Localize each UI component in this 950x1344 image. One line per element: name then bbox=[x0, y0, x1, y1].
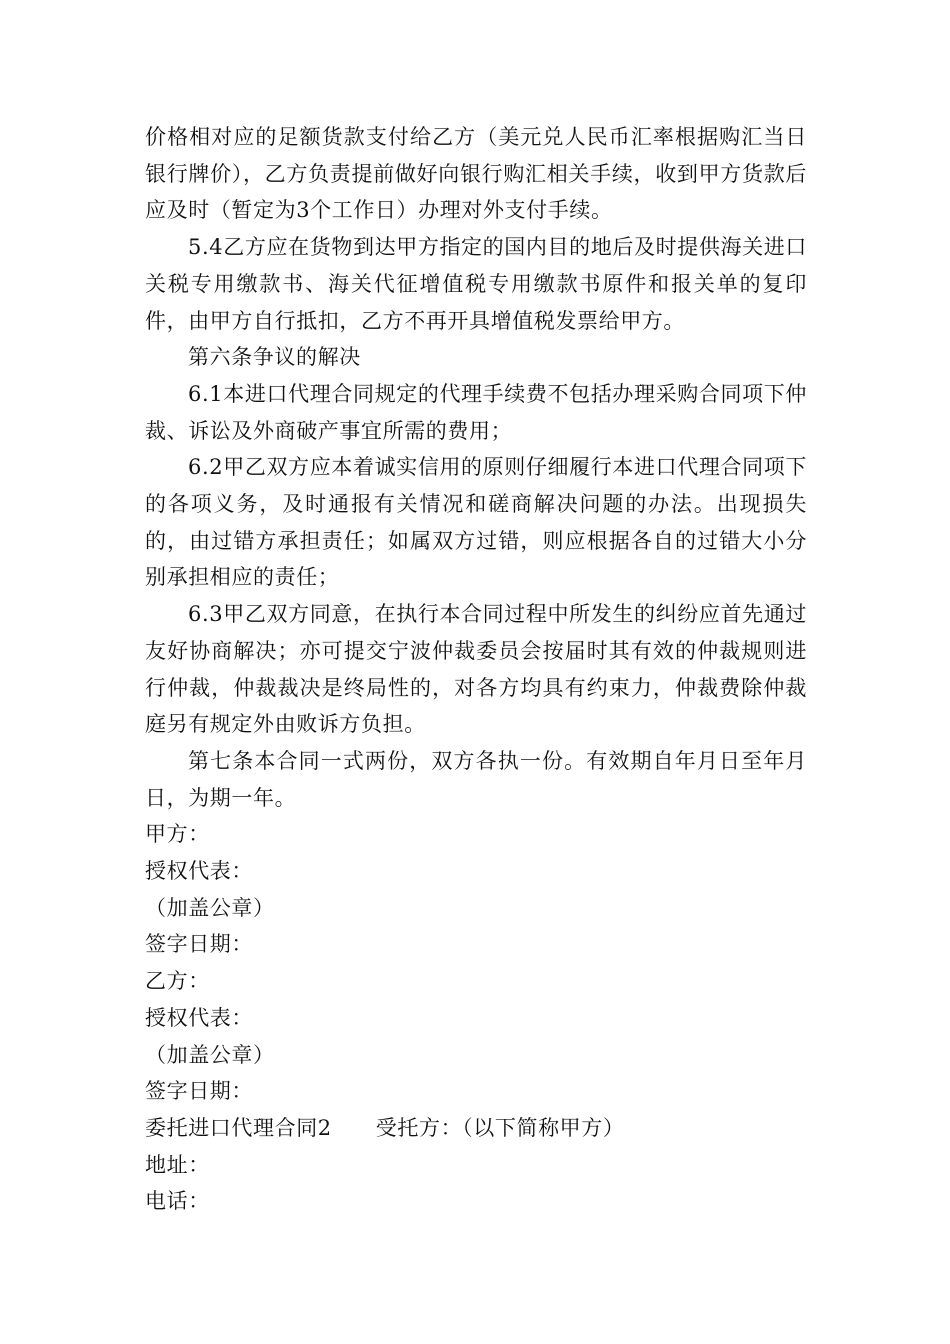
phone-label: 电话： bbox=[145, 1189, 210, 1214]
article-7: 第七条本合同一式两份，双方各执一份。有效期自年月日至年月日，为期一年。 bbox=[145, 748, 807, 810]
paragraph-6-3: 6.3甲乙双方同意，在执行本合同过程中所发生的纠纷应首先通过友好协商解决；亦可提交宁波仲裁委员会按届时其有效的仲裁规则进行仲裁，仲裁裁决是终局性的，对各方均具有约束力，仲裁费除仲裁庭另有规定外由败诉方负担。 bbox=[145, 602, 807, 737]
party-a-seal: （加盖公章） bbox=[145, 895, 275, 920]
party-b-seal: （加盖公章） bbox=[145, 1042, 275, 1067]
article-6-heading: 第六条争议的解决 bbox=[188, 345, 361, 370]
second-contract-title-line bbox=[145, 1110, 807, 1147]
party-b-label: 乙方： bbox=[145, 969, 210, 994]
party-a-label: 甲方： bbox=[145, 822, 210, 847]
second-contract-title: 委托进口代理合同2 bbox=[145, 1115, 332, 1140]
signature-block-party-b bbox=[145, 963, 807, 1110]
paragraph-6-1: 6.1本进口代理合同规定的代理手续费不包括办理采购合同项下仲裁、诉讼及外商破产事宜所需的费用； bbox=[145, 381, 807, 443]
paragraph-6-2: 6.2甲乙双方应本着诚实信用的原则仔细履行本进口代理合同项下的各项义务，及时通报有关情况和磋商解决问题的办法。出现损失的，由过错方承担责任；如属双方过错，则应根据各自的过错大小分别承担相应的责任； bbox=[145, 455, 807, 590]
party-b-sign-date: 签字日期： bbox=[145, 1079, 253, 1104]
party-a-representative: 授权代表： bbox=[145, 859, 253, 884]
paragraph-5-4: 5.4乙方应在货物到达甲方指定的国内目的地后及时提供海关进口关税专用缴款书、海关代征增值税专用缴款书原件和报关单的复印件，由甲方自行抵扣，乙方不再开具增值税发票给甲方。 bbox=[145, 235, 807, 333]
address-label: 地址： bbox=[145, 1152, 210, 1177]
party-a-sign-date: 签字日期： bbox=[145, 932, 253, 957]
signature-block-party-a bbox=[145, 816, 807, 963]
party-b-representative: 授权代表： bbox=[145, 1005, 253, 1030]
paragraph-payment-continued: 价格相对应的足额货款支付给乙方（美元兑人民币汇率根据购汇当日银行牌价），乙方负责提前做好向银行购汇相关手续，收到甲方货款后应及时（暂定为3个工作日）办理对外支付手续。 bbox=[145, 125, 807, 223]
trustee-label: 受托方：（以下简称甲方） bbox=[375, 1115, 625, 1140]
document-body bbox=[145, 119, 807, 1220]
